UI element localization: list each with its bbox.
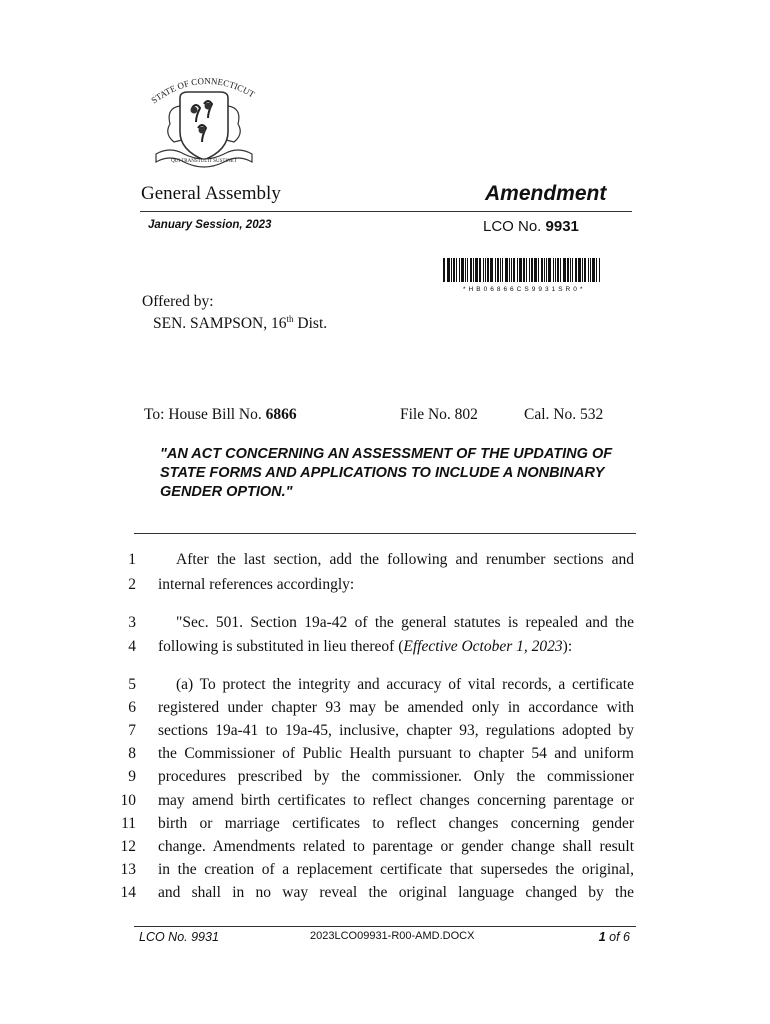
- barcode-bar: [509, 258, 510, 282]
- lco-label: LCO No.: [483, 218, 542, 235]
- barcode-bar: [529, 258, 530, 282]
- barcode-bar: [465, 258, 466, 282]
- barcode-bar: [544, 258, 545, 282]
- body-line: in the creation of a replacement certificate that supersedes the original,: [158, 861, 634, 878]
- line-number: 6: [128, 699, 136, 716]
- barcode-bar: [557, 258, 559, 282]
- seal-motto: QUI TRANSTULIT SUSTINET: [171, 159, 237, 164]
- lco-number: [483, 218, 579, 235]
- body-line: registered under chapter 93 may be amended only in accordance with: [158, 699, 634, 716]
- barcode-bar: [555, 258, 556, 282]
- page-indicator: [540, 930, 630, 944]
- line-number: 10: [120, 792, 136, 809]
- sponsor: [153, 314, 327, 333]
- barcode-bar: [461, 258, 464, 282]
- barcode-bar: [588, 258, 589, 282]
- effective-date: Effective October 1, 2023: [403, 638, 563, 655]
- body-line: procedures prescribed by the commissioner. Only the commissioner: [158, 768, 634, 785]
- body-line: birth or marriage certificates to reflect changes concerning gender: [158, 815, 634, 832]
- barcode-bar: [473, 258, 474, 282]
- line-number: 13: [120, 861, 136, 878]
- line-number: 3: [128, 614, 136, 631]
- barcode-bar: [443, 258, 445, 282]
- line-number: 1: [128, 551, 136, 568]
- body-line: "Sec. 501. Section 19a-42 of the general statutes is repealed and the: [176, 614, 634, 631]
- barcode-bar: [479, 258, 481, 282]
- barcode-bar: [582, 258, 583, 282]
- assembly-heading: General Assembly: [141, 183, 281, 204]
- barcode-bar: [505, 258, 508, 282]
- barcode-bar: [546, 258, 547, 282]
- lco-value: 9931: [545, 218, 579, 235]
- barcode-bar: [560, 258, 561, 282]
- barcode-bar: [511, 258, 512, 282]
- barcode-bar: [487, 258, 489, 282]
- barcode-bar: [534, 258, 537, 282]
- barcode-bar: [451, 258, 452, 282]
- barcode-bar: [563, 258, 566, 282]
- barcode-bar: [599, 258, 600, 282]
- barcode-bar: [526, 258, 527, 282]
- body-line: and shall in no way reveal the original language changed by the: [158, 884, 634, 901]
- barcode-bar: [502, 258, 503, 282]
- page-current: 1: [598, 930, 606, 944]
- barcode-bar: [456, 258, 457, 282]
- body-line-text: ):: [562, 638, 573, 655]
- footer-filename: 2023LCO09931-R00-AMD.DOCX: [310, 930, 475, 942]
- sponsor-name: SEN. SAMPSON, 16: [153, 315, 287, 333]
- line-number: 9: [128, 768, 136, 785]
- barcode-bar: [485, 258, 486, 282]
- barcode-bar: [483, 258, 484, 282]
- barcode-bar: [513, 258, 515, 282]
- barcode-bar: [572, 258, 573, 282]
- barcode-bar: [470, 258, 472, 282]
- barcode-bar: [578, 258, 581, 282]
- barcode-bar: [541, 258, 543, 282]
- barcode-bar: [459, 258, 460, 282]
- barcode-bar: [495, 258, 496, 282]
- barcode-bar: [590, 258, 591, 282]
- line-number: 8: [128, 745, 136, 762]
- barcode-text: * H B 0 6 8 6 6 C S 9 9 3 1 S R 0 *: [463, 286, 583, 293]
- barcode: [443, 258, 603, 293]
- barcode-bar: [519, 258, 522, 282]
- line-number: 11: [121, 815, 136, 832]
- page-total: of 6: [605, 930, 630, 944]
- bill-title: "AN ACT CONCERNING AN ASSESSMENT OF THE UPDATING OF STATE FORMS AND APPLICATIONS TO INCLUDE A NONBINARY GENDER OPTION.": [160, 446, 613, 500]
- body-line: sections 19a-41 to 19a-45, inclusive, chapter 93, regulations adopted by: [158, 722, 634, 739]
- body-line: (a) To protect the integrity and accuracy of vital records, a certificate: [176, 676, 634, 693]
- barcode-bar: [467, 258, 468, 282]
- bill-number: 6866: [265, 406, 297, 423]
- line-number: 12: [120, 838, 136, 855]
- bill-reference: [144, 406, 297, 424]
- session-label: January Session, 2023: [148, 219, 272, 231]
- bill-label: To: House Bill No.: [144, 406, 262, 423]
- barcode-bar: [490, 258, 493, 282]
- barcode-bar: [517, 258, 518, 282]
- barcode-bar: [570, 258, 571, 282]
- barcode-bar: [567, 258, 569, 282]
- barcode-bar: [500, 258, 501, 282]
- body-line: [158, 638, 634, 656]
- barcode-bar: [575, 258, 577, 282]
- sponsor-ordinal: th: [286, 314, 294, 324]
- barcode-bar: [548, 258, 551, 282]
- body-line: internal references accordingly:: [158, 576, 355, 593]
- body-line: After the last section, add the following and renumber sections and: [176, 551, 634, 568]
- state-seal: [140, 72, 268, 178]
- offered-by-label: Offered by:: [142, 293, 214, 310]
- body-line: the Commissioner of Public Health pursuant to chapter 54 and uniform: [158, 745, 634, 762]
- footer-divider: [134, 926, 636, 927]
- barcode-bar: [531, 258, 533, 282]
- body-line-text: following is substituted in lieu thereof (: [158, 638, 404, 655]
- barcode-bar: [475, 258, 478, 282]
- file-number: File No. 802: [400, 406, 478, 423]
- barcode-bar: [453, 258, 455, 282]
- barcode-bar: [553, 258, 554, 282]
- line-number: 2: [128, 576, 136, 593]
- barcode-bar: [447, 258, 450, 282]
- header-divider: [140, 211, 632, 212]
- seal-arc-text: STATE OF CONNECTICUT: [149, 75, 257, 106]
- calendar-number: Cal. No. 532: [524, 406, 604, 423]
- barcode-bar: [538, 258, 539, 282]
- barcode-bars: [443, 258, 603, 282]
- body-line: may amend birth certificates to reflect changes concerning parentage or: [158, 792, 634, 809]
- document-type: Amendment: [485, 182, 607, 205]
- barcode-bar: [584, 258, 586, 282]
- sponsor-district: Dist.: [293, 315, 328, 333]
- body-divider: [134, 533, 636, 534]
- line-number: 4: [128, 638, 136, 655]
- barcode-bar: [523, 258, 525, 282]
- line-number: 5: [128, 676, 136, 693]
- barcode-bar: [497, 258, 499, 282]
- barcode-bar: [596, 258, 597, 282]
- line-number: 7: [128, 722, 136, 739]
- line-number: 14: [120, 884, 136, 901]
- body-line: change. Amendments related to parentage or gender change shall result: [158, 838, 634, 855]
- barcode-bar: [592, 258, 595, 282]
- footer-lco: LCO No. 9931: [139, 930, 219, 944]
